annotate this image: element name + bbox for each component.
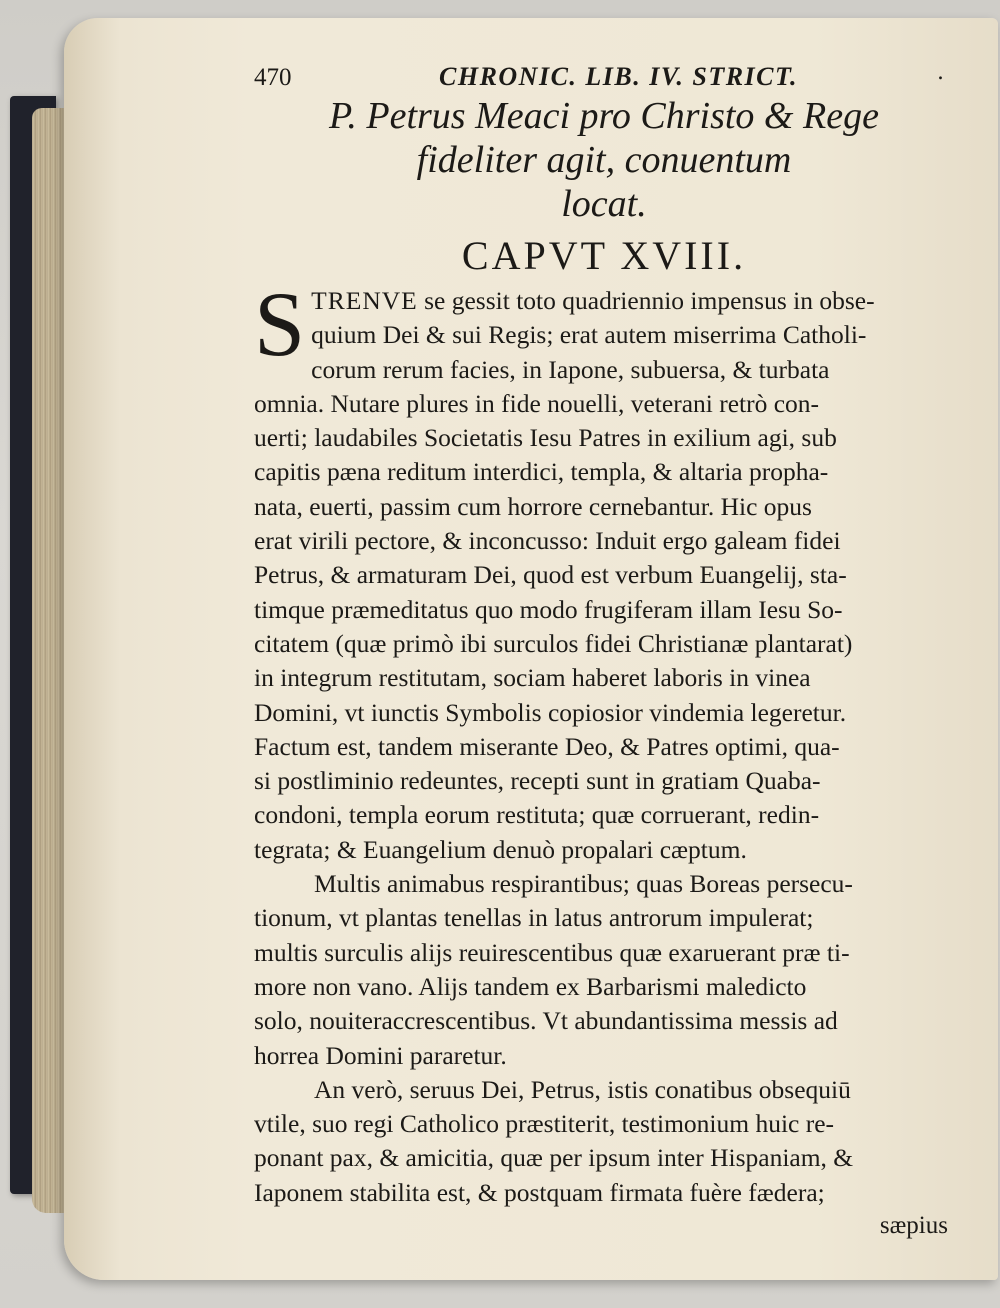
drop-cap: S [254,273,306,375]
body-line: citatem (quæ primò ibi surculos fidei Christianæ plantarat) [254,628,853,658]
page-content [254,44,954,1240]
body-line: corum rerum facies, in Iapone, subuersa, & turbata [311,354,830,384]
paragraph-line: ponant pax, & amicitia, quæ per ipsum inter Hispaniam, & [254,1143,854,1173]
chapter-rubric [254,94,954,226]
body-text [254,273,954,1210]
body-line: condoni, templa eorum restituta; quæ corruerant, redin- [254,800,820,830]
body-line: Factum est, tandem miserante Deo, & Patres optimi, qua- [254,731,840,761]
paragraph-line: multis surculis alijs reuirescentibus quæ exaruerant præ ti- [254,937,850,967]
body-line [254,284,954,318]
body-line: si postliminio redeuntes, recepti sunt in gratiam Quaba- [254,766,821,796]
body-line: Domini, vt iunctis Symbolis copiosior vindemia legeretur. [254,697,847,727]
body-line-rest: se gessit toto quadriennio impensus in obse- [417,286,875,315]
paragraph-line: Multis animabus respirantibus; quas Boreas persecu- [314,869,853,899]
paragraph-line: Iaponem stabilita est, & postquam firmata fuère fædera; [254,1177,825,1207]
rubric-line: P. Petrus Meaci pro Christo & Rege [329,95,879,137]
body-line: Petrus, & armaturam Dei, quod est verbum Euangelij, sta- [254,560,847,590]
body-line: uerti; laudabiles Societatis Iesu Patres in exilium agi, sub [254,423,837,453]
book-page [64,18,998,1280]
body-line: capitis pæna reditum interdici, templa, & altaria propha- [254,457,829,487]
body-line: erat virili pectore, & inconcusso: Induit ergo galeam fidei [254,526,841,556]
paragraph-line: vtile, suo regi Catholico præstiterit, testimonium huic re- [254,1109,835,1139]
rubric-line: fideliter agit, conuentum [416,139,792,181]
paragraph-line: horrea Domini pararetur. [254,1040,507,1070]
paragraph-line: more non vano. Alijs tandem ex Barbarismi maledicto [254,971,807,1001]
paragraph-line: solo, nouiterаccrescentibus. Vt abundantissima messis ad [254,1006,838,1036]
body-line: quium Dei & sui Regis; erat autem miserrima Catholi- [311,320,867,350]
body-line: timque præmeditatus quo modo frugiferam illam Iesu So- [254,594,843,624]
running-title: CHRONIC. LIB. IV. STRICT. [439,62,799,91]
rubric-line: locat. [561,183,647,225]
body-line: omnia. Nutare plures in fide nouelli, veterani retrò con- [254,388,820,418]
page-number: 470 [254,64,292,91]
catchword: sæpius [879,1212,948,1240]
first-word: TRENVE [311,286,418,315]
chapter-title: CAPVT XVIII. [461,233,747,278]
head-mark: . [937,60,944,85]
body-line: tegrata; & Euangelium denuò propalari cæptum. [254,834,747,864]
paragraph-line: tionum, vt plantas tenellas in latus antrorum impulerat; [254,903,814,933]
body-line: nata, euerti, passim cum horrore cernebantur. Hic opus [254,491,812,521]
running-head [254,44,954,91]
body-line: in integrum restitutam, sociam haberet laboris in vinea [254,663,811,693]
paragraph-line: An verò, seruus Dei, Petrus, istis conatibus obsequiū [314,1074,851,1104]
